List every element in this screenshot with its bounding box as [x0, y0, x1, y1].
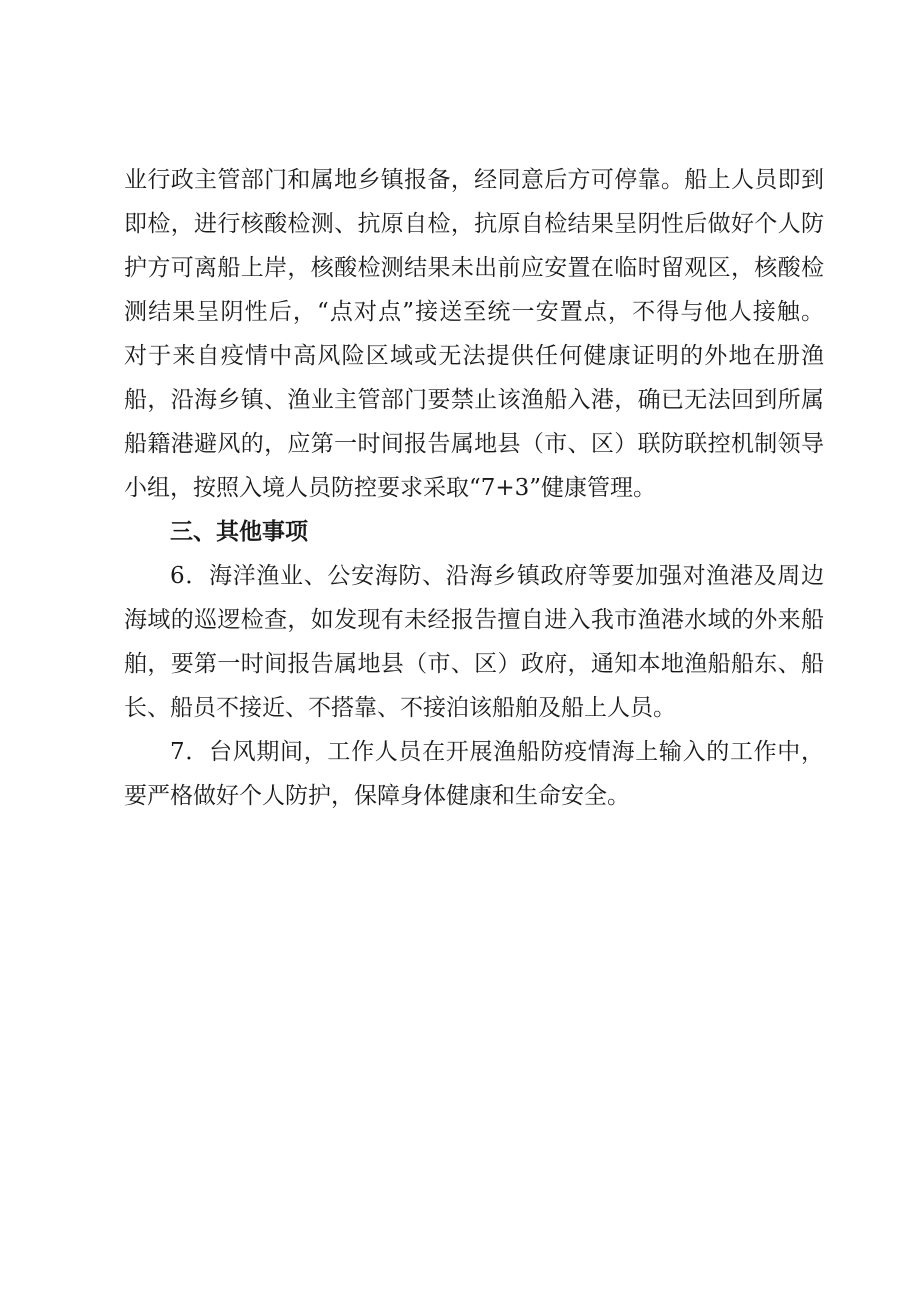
text-line: 对于来自疫情中高风险区域或无法提供任何健康证明的外地在册渔	[124, 343, 824, 369]
text-line: 船籍港避风的，应第一时间报告属地县（市、区）联防联控机制领导	[124, 431, 824, 457]
text-line: 船，沿海乡镇、渔业主管部门要禁止该渔船入港，确已无法回到所属	[124, 387, 824, 413]
text-line: 舶，要第一时间报告属地县（市、区）政府，通知本地渔船船东、船	[124, 651, 824, 677]
section-heading: 三、其他事项	[170, 519, 308, 545]
text-line: 小组，按照入境人员防控要求采取“7+3”健康管理。	[124, 475, 657, 501]
text-line: 测结果呈阴性后，“点对点”接送至统一安置点，不得与他人接触。	[124, 299, 824, 325]
text-line: 即检，进行核酸检测、抗原自检，抗原自检结果呈阴性后做好个人防	[124, 211, 824, 237]
text-line: 业行政主管部门和属地乡镇报备，经同意后方可停靠。船上人员即到	[124, 167, 824, 193]
text-line: 护方可离船上岸，核酸检测结果未出前应安置在临时留观区，核酸检	[124, 255, 824, 281]
text-line: 6．海洋渔业、公安海防、沿海乡镇政府等要加强对渔港及周边	[170, 563, 824, 589]
text-line: 海域的巡逻检查，如发现有未经报告擅自进入我市渔港水域的外来船	[124, 607, 824, 633]
text-line: 7．台风期间，工作人员在开展渔船防疫情海上输入的工作中，	[170, 739, 824, 765]
text-line: 要严格做好个人防护，保障身体健康和生命安全。	[124, 783, 630, 809]
text-line: 长、船员不接近、不搭靠、不接泊该船舶及船上人员。	[124, 695, 676, 721]
